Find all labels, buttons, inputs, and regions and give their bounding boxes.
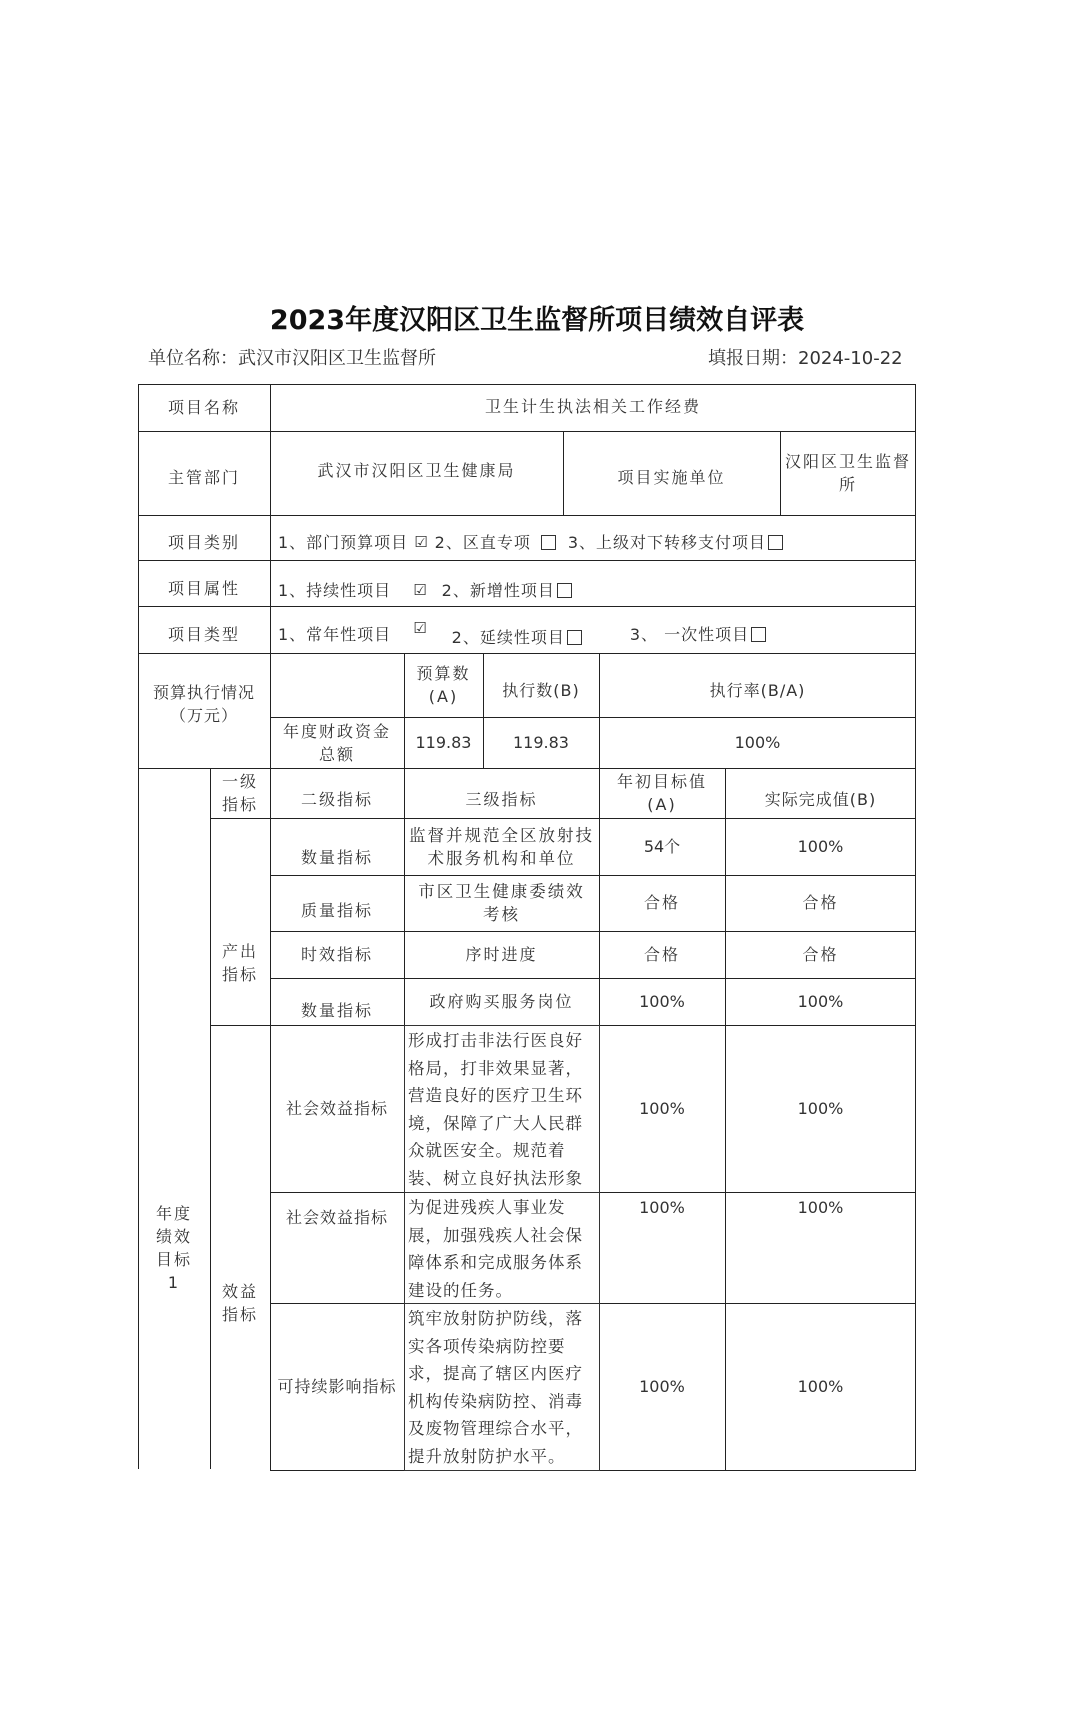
row-level3: 筑牢放射防护防线，落实各项传染病防控要求，提高了辖区内医疗机构传染病防控、消毒及废物管理综合水平，提升放射防护水平。 xyxy=(404,1303,600,1471)
unit-name: 单位名称：武汉市汉阳区卫生监督所 xyxy=(148,348,436,369)
category-option-2: 2、区直专项 xyxy=(434,533,531,552)
document-title: 2023年度汉阳区卫生监督所项目绩效自评表 xyxy=(269,305,805,336)
category-option-1: 1、部门预算项目 xyxy=(278,533,409,552)
row-target: 100% xyxy=(639,1198,685,1217)
category-label: 项目类别 xyxy=(167,533,240,552)
row-target: 100% xyxy=(639,1377,685,1396)
rate-value: 100% xyxy=(734,733,781,752)
row-actual: 合格 xyxy=(802,945,839,964)
budget-col-budget: 预算数(A) xyxy=(416,664,471,706)
row-level2: 数量指标 xyxy=(300,1000,373,1020)
project-name-value: 卫生计生执法相关工作经费 xyxy=(484,396,701,416)
dept-label: 主管部门 xyxy=(167,467,240,487)
impl-unit-label: 项目实施单位 xyxy=(617,467,726,487)
goal-label: 年度绩效目标1 xyxy=(155,1204,192,1292)
budget-row-label: 年度财政资金总额 xyxy=(282,721,391,764)
row-target: 合格 xyxy=(643,892,680,912)
budget-value: 119.83 xyxy=(415,733,472,752)
row-target: 100% xyxy=(639,991,685,1011)
row-level3: 市区卫生健康委绩效考核 xyxy=(418,882,585,924)
row-level3: 形成打击非法行医良好格局，打非效果显著，营造良好的医疗卫生环境，保障了广大人民群众就医安全。规范着装、树立良好执法形象 xyxy=(404,1025,600,1193)
fill-date: 填报日期：2024-10-22 xyxy=(708,348,903,369)
empty-checkbox-icon[interactable] xyxy=(557,583,572,598)
row-actual: 100% xyxy=(797,1198,844,1217)
project-name-label: 项目名称 xyxy=(167,398,240,417)
header-actual: 实际完成值(B) xyxy=(764,789,877,809)
impl-unit-value: 汉阳区卫生监督所 xyxy=(784,452,911,494)
checked-checkbox-icon[interactable]: ☑ xyxy=(413,618,428,637)
checked-checkbox-icon[interactable]: ☑ xyxy=(413,580,428,599)
row-target: 合格 xyxy=(643,945,680,964)
benefit-indicator-label: 效益指标 xyxy=(222,1282,259,1324)
empty-checkbox-icon[interactable] xyxy=(751,627,766,642)
dept-value: 武汉市汉阳区卫生健康局 xyxy=(317,460,516,480)
attribute-label: 项目属性 xyxy=(167,578,240,598)
row-level2: 社会效益指标 xyxy=(285,1099,388,1118)
row-level2: 可持续影响指标 xyxy=(277,1377,397,1396)
row-actual: 100% xyxy=(797,991,844,1011)
row-level3: 序时进度 xyxy=(465,945,538,964)
row-actual: 合格 xyxy=(802,892,839,912)
type-option-2: 2、延续性项目 xyxy=(451,627,565,647)
checked-checkbox-icon[interactable]: ☑ xyxy=(414,533,429,551)
row-level2: 社会效益指标 xyxy=(285,1208,388,1227)
empty-checkbox-icon[interactable] xyxy=(768,535,783,550)
header-level1: 一级指标 xyxy=(222,772,259,814)
budget-col-exec: 执行数(B) xyxy=(502,680,580,700)
row-actual: 100% xyxy=(797,1099,844,1118)
type-label: 项目类型 xyxy=(167,624,240,644)
row-actual: 100% xyxy=(797,837,844,856)
row-level3: 为促进残疾人事业发展，加强残疾人社会保障体系和完成服务体系建设的任务。 xyxy=(404,1192,600,1304)
type-option-3: 3、 一次性项目 xyxy=(629,624,750,644)
type-option-1: 1、常年性项目 xyxy=(278,624,392,644)
empty-checkbox-icon[interactable] xyxy=(541,535,556,550)
budget-col-rate: 执行率(B/A) xyxy=(709,680,806,700)
output-indicator-label: 产出指标 xyxy=(222,942,259,984)
row-target: 100% xyxy=(639,1099,685,1118)
empty-checkbox-icon[interactable] xyxy=(567,630,582,645)
row-actual: 100% xyxy=(797,1377,844,1396)
category-option-3: 3、上级对下转移支付项目 xyxy=(567,533,767,552)
row-level3: 监督并规范全区放射技术服务机构和单位 xyxy=(409,825,594,868)
row-level2: 质量指标 xyxy=(300,900,373,920)
exec-value: 119.83 xyxy=(513,733,569,752)
attribute-option-2: 2、新增性项目 xyxy=(441,580,555,600)
row-level3: 政府购买服务岗位 xyxy=(429,991,574,1011)
budget-label: 预算执行情况（万元） xyxy=(152,683,255,725)
attribute-option-1: 1、持续性项目 xyxy=(278,580,392,600)
header-level2: 二级指标 xyxy=(300,789,373,809)
header-level3: 三级指标 xyxy=(465,789,538,809)
row-target: 54个 xyxy=(643,837,681,856)
row-level2: 时效指标 xyxy=(300,945,373,964)
header-target: 年初目标值(A) xyxy=(617,772,708,814)
row-level2: 数量指标 xyxy=(300,847,373,867)
